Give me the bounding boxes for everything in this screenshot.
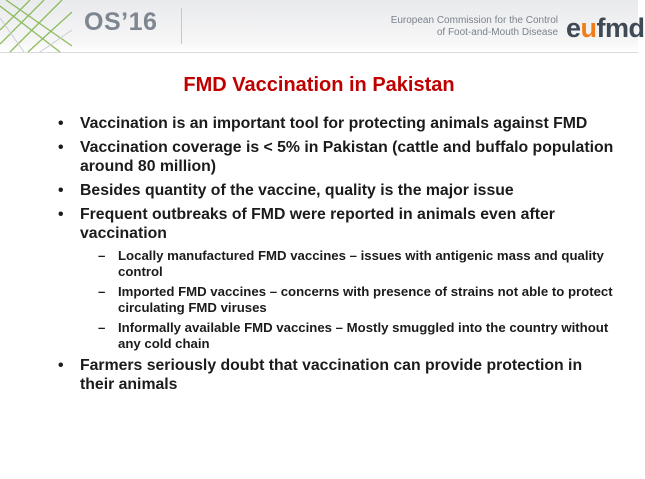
bullet-marker: • <box>58 115 64 132</box>
bullet-text: Imported FMD vaccines – concerns with presence of strains not able to protect circulating FMD viruses <box>118 284 613 315</box>
bullet-text: Vaccination coverage is < 5% in Pakistan (cattle and buffalo population around 80 million) <box>80 139 614 175</box>
conference-logo-graphic-icon <box>0 0 72 52</box>
org-name-line-1: European Commission for the Control <box>390 15 558 26</box>
bullet-marker: • <box>58 182 64 199</box>
bullet-text: Informally available FMD vaccines – Mostly smuggled into the country without any cold chain <box>118 320 609 351</box>
sub-bullet-marker: – <box>98 284 106 299</box>
bullet-item <box>56 114 616 133</box>
sub-bullet-marker: – <box>98 320 106 335</box>
event-title: OS’16 <box>84 8 158 36</box>
sub-bullet-item <box>98 320 616 352</box>
slide-title: FMD Vaccination in Pakistan <box>183 74 455 96</box>
brand-suffix: fmd <box>596 13 645 43</box>
bullet-marker: • <box>58 139 64 156</box>
header-separator <box>0 52 638 53</box>
brand-prefix: e <box>566 13 581 43</box>
bullet-marker: • <box>58 206 64 223</box>
bullet-text: Locally manufactured FMD vaccines – issues with antigenic mass and quality control <box>118 248 604 279</box>
header-divider <box>181 8 182 44</box>
bullet-text: Farmers seriously doubt that vaccination can provide protection in their animals <box>80 357 583 393</box>
bullet-text: Vaccination is an important tool for protecting animals against FMD <box>80 115 588 132</box>
organization-name <box>390 15 558 39</box>
brand-logo <box>566 13 645 44</box>
sub-bullet-item <box>98 284 616 316</box>
brand-accent: u <box>580 13 597 43</box>
bullet-marker: • <box>58 357 64 374</box>
bullet-text: Besides quantity of the vaccine, quality is the major issue <box>80 182 514 199</box>
org-name-line-2: of Foot-and-Mouth Disease <box>436 27 558 38</box>
bullet-item <box>56 356 616 394</box>
bullet-item <box>56 181 616 200</box>
bullet-item <box>56 138 616 176</box>
sub-bullet-marker: – <box>98 248 106 263</box>
bullet-item <box>56 205 616 243</box>
bullet-list <box>56 114 616 399</box>
bullet-text: Frequent outbreaks of FMD were reported in animals even after vaccination <box>80 206 555 242</box>
sub-bullet-item <box>98 248 616 280</box>
